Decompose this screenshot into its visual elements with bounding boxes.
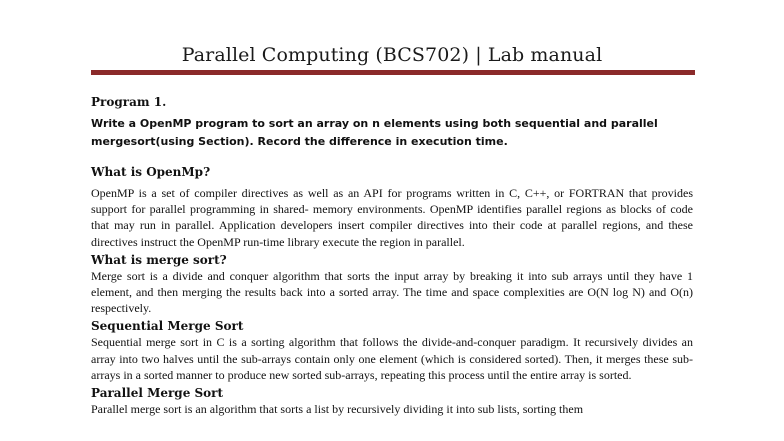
section-heading-merge-sort: What is merge sort?: [91, 252, 227, 267]
section-body-sequential-merge-sort: Sequential merge sort in C is a sorting algorithm that follows the divide-and-conquer paradigm. It recursively divides an array into two halves until the sub-arrays contain only one element (which is considered sorted). Then, it merges these sub-arrays in a sorted manner to produce new sorted sub-arrays, repeating this process until the entire array is sorted.: [91, 335, 693, 382]
header-divider: [91, 70, 695, 75]
section-body-merge-sort: Merge sort is a divide and conquer algorithm that sorts the input array by breaking it into sub arrays until they have 1 element, and then merging the results back into a sorted array. The time and space complexities are O(N log N) and O(n) respectively.: [91, 268, 693, 316]
program-description: Write a OpenMP program to sort an array on n elements using both sequential and parallel mergesort(using Section). Record the difference in execution time.: [91, 117, 658, 148]
section-body-parallel-merge-sort: Parallel merge sort is an algorithm that sorts a list by recursively dividing it into sub lists, sorting them: [91, 402, 584, 417]
section-heading-openmp: What is OpenMp?: [91, 165, 211, 179]
page-header-title: Parallel Computing (BCS702) | Lab manual: [181, 44, 603, 66]
section-body-openmp: OpenMP is a set of compiler directives as well as an API for programs written in C, C++, or FORTRAN that provides support for parallel programming in shared- memory environments. OpenMP identifies parallel regions as blocks of code that may run in parallel. Application developers insert compiler directives into their code at parallel regions, and these directives instruct the OpenMP run-time library execute the region in parallel.: [91, 186, 693, 249]
program-label: Program 1.: [91, 95, 167, 109]
document-body: [91, 95, 693, 417]
section-heading-sequential-merge-sort: Sequential Merge Sort: [91, 319, 244, 334]
section-heading-parallel-merge-sort: Parallel Merge Sort: [91, 386, 224, 401]
